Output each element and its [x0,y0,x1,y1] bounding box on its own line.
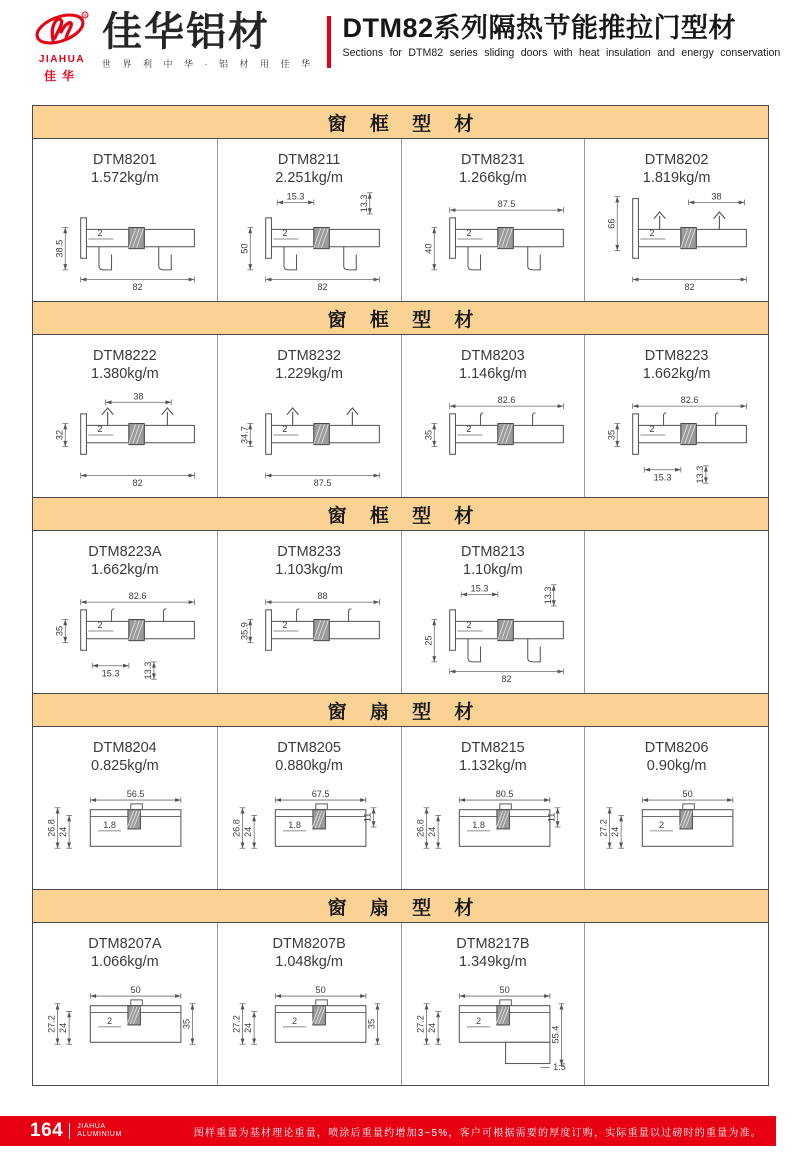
svg-text:24: 24 [58,827,69,838]
profile-drawing [402,971,585,1077]
svg-text:82: 82 [500,674,512,685]
title-block [342,10,781,60]
svg-text:15.3: 15.3 [470,583,488,594]
svg-text:67.5: 67.5 [311,789,330,800]
page-title: DTM82系列隔热节能推拉门型材 [342,13,737,43]
svg-text:2: 2 [97,620,103,631]
brand-slogan: 世 界 利 中 华 · 铝 材 用 佳 华 [102,59,315,69]
profile-table [32,105,769,1086]
profile-drawing [218,383,401,489]
profile-code: DTM8207A [88,936,162,952]
svg-text:24: 24 [426,827,437,838]
svg-text:82: 82 [684,282,695,293]
logo-text-cn: 佳华 [43,69,80,83]
svg-text:32: 32 [54,430,65,441]
svg-text:27.2: 27.2 [415,1015,426,1034]
profile-code: DTM8217B [456,936,530,952]
profile-cell [33,923,217,1085]
section-header [33,890,768,923]
svg-text:50: 50 [130,985,141,996]
svg-text:25: 25 [422,635,433,647]
profile-weight: 1.229kg/m [275,366,343,383]
profile-section [32,497,769,694]
svg-text:26.8: 26.8 [231,819,242,838]
profile-weight: 2.251kg/m [275,170,343,187]
profile-drawing [218,187,401,293]
profile-cell [217,923,401,1085]
jiahua-logo-icon [33,10,91,48]
svg-text:50: 50 [239,243,250,255]
section-grid [33,923,768,1085]
profile-weight: 1.066kg/m [91,954,159,971]
svg-text:87.5: 87.5 [497,199,515,210]
brand-logo [26,10,98,84]
profile-code: DTM8202 [644,152,709,168]
profile-section [32,301,769,498]
svg-text:2: 2 [659,820,665,831]
page-number: 164 [30,1120,64,1141]
svg-text:38: 38 [711,191,722,202]
svg-text:11: 11 [362,812,373,823]
profile-cell [217,139,401,301]
profile-weight: 1.349kg/m [459,954,527,971]
svg-text:27.2: 27.2 [598,819,609,838]
profile-drawing [33,187,217,293]
svg-text:24: 24 [242,827,253,838]
profile-cell [401,923,585,1085]
svg-text:2: 2 [282,228,288,239]
section-header [33,498,768,531]
profile-weight: 1.662kg/m [91,562,159,579]
footer-brand-line1: JIAHUA [77,1122,106,1130]
page-subtitle: Sections for DTM82 series sliding doors with heat insulation and energy conservation [342,47,781,60]
profile-drawing [585,383,768,489]
profile-drawing [218,971,401,1077]
profile-weight: 1.380kg/m [91,366,159,383]
section-title: 窗 框 型 材 [327,113,483,135]
svg-text:26.8: 26.8 [46,819,57,838]
section-grid [33,335,768,497]
profile-weight: 0.880kg/m [275,758,343,775]
profile-weight: 0.90kg/m [646,758,707,775]
profile-drawing [218,775,401,881]
profile-section [32,693,769,890]
page-header [26,10,781,96]
section-header [33,302,768,335]
section-grid [33,727,768,889]
profile-weight: 0.825kg/m [91,758,159,775]
profile-code: DTM8207B [272,936,346,952]
footer-brand-line2: ALUMINIUM [77,1131,122,1138]
svg-text:34.7: 34.7 [239,426,250,445]
section-title: 窗 扇 型 材 [327,897,483,919]
svg-text:1.8: 1.8 [103,820,116,831]
profile-cell [401,531,585,693]
profile-drawing [585,187,768,293]
svg-text:27.2: 27.2 [231,1015,242,1034]
svg-text:55.4: 55.4 [550,1025,561,1044]
profile-weight: 1.103kg/m [275,562,343,579]
section-header [33,694,768,727]
profile-code: DTM8205 [277,740,341,756]
svg-text:15.3: 15.3 [653,472,672,483]
brand-block [102,10,315,70]
svg-text:82: 82 [317,282,328,293]
svg-text:87.5: 87.5 [313,478,332,489]
svg-text:2: 2 [465,620,471,631]
profile-drawing [33,971,217,1077]
profile-cell [217,727,401,889]
profile-drawing [402,775,585,881]
svg-text:82: 82 [132,478,143,489]
profile-weight: 1.572kg/m [91,170,159,187]
profile-code: DTM8204 [93,740,157,756]
svg-text:66: 66 [606,218,617,229]
profile-cell [217,335,401,497]
svg-text:82.6: 82.6 [680,395,699,406]
profile-drawing [402,187,585,293]
svg-text:2: 2 [97,424,103,435]
svg-text:24: 24 [58,1023,69,1034]
svg-text:56.5: 56.5 [126,789,145,800]
footer-note: 图样重量为基材理论重量，喷涂后重量约增加3~5%，客户可根据需要的厚度订购，实际重量以过磅时的重量为准。 [193,1127,762,1139]
logo-text-en: JIAHUA [38,54,86,65]
svg-text:24: 24 [426,1023,437,1034]
profile-code: DTM8223A [88,544,162,560]
section-title: 窗 框 型 材 [327,505,483,527]
svg-text:1.5: 1.5 [552,1062,566,1073]
section-grid [33,139,768,301]
svg-text:82.6: 82.6 [128,591,147,602]
svg-text:82.6: 82.6 [497,395,515,406]
svg-text:35: 35 [181,1019,192,1030]
svg-text:13.3: 13.3 [358,194,369,213]
svg-text:24: 24 [242,1023,253,1034]
footer-brand [77,1123,122,1140]
profile-section [32,105,769,302]
profile-weight: 1.048kg/m [275,954,343,971]
footer-bar [0,1116,776,1146]
profile-cell [401,139,585,301]
svg-text:35: 35 [422,430,433,441]
svg-text:2: 2 [282,424,288,435]
profile-cell [584,531,768,693]
profile-cell [217,531,401,693]
profile-drawing [402,579,585,685]
svg-text:1.8: 1.8 [471,820,485,831]
profile-cell [401,335,585,497]
profile-cell [401,727,585,889]
svg-text:50: 50 [499,985,510,996]
svg-text:35.9: 35.9 [239,622,250,641]
profile-weight: 1.132kg/m [459,758,527,775]
profile-weight: 1.819kg/m [642,170,711,187]
svg-text:38.5: 38.5 [54,240,65,258]
svg-text:2: 2 [475,1016,481,1027]
svg-text:R: R [83,13,87,18]
profile-code: DTM8213 [461,544,525,560]
svg-text:15.3: 15.3 [286,191,305,202]
profile-code: DTM8206 [644,740,709,756]
svg-text:1.8: 1.8 [287,820,301,831]
profile-code: DTM8231 [461,152,525,168]
svg-text:2: 2 [97,228,103,239]
profile-drawing [402,383,585,489]
svg-text:50: 50 [315,985,326,996]
svg-text:80.5: 80.5 [495,789,513,800]
profile-drawing [33,383,217,489]
profile-weight: 1.146kg/m [459,366,527,383]
svg-text:26.8: 26.8 [415,819,426,838]
svg-text:2: 2 [282,620,288,631]
svg-text:13.3: 13.3 [143,661,154,680]
profile-code: DTM8232 [277,348,341,364]
profile-drawing [33,579,217,685]
svg-text:27.2: 27.2 [46,1015,57,1034]
profile-section [32,889,769,1086]
svg-text:88: 88 [317,591,328,602]
section-title: 窗 框 型 材 [327,309,483,331]
svg-text:2: 2 [649,228,655,239]
section-header [33,106,768,139]
brand-name: 佳华铝材 [102,10,270,54]
profile-code: DTM8223 [644,348,709,364]
profile-code: DTM8233 [277,544,341,560]
profile-cell [584,139,768,301]
profile-drawing [33,775,217,881]
profile-cell [33,531,217,693]
svg-text:38: 38 [133,391,144,402]
svg-text:2: 2 [465,424,471,435]
svg-text:82: 82 [132,282,143,293]
header-divider [327,16,331,68]
profile-code: DTM8201 [93,152,157,168]
profile-drawing [218,579,401,685]
section-grid [33,531,768,693]
profile-code: DTM8203 [461,348,525,364]
profile-code: DTM8222 [93,348,157,364]
svg-text:11: 11 [546,812,557,823]
profile-drawing [585,775,768,881]
svg-text:35: 35 [366,1019,377,1030]
profile-cell [584,727,768,889]
svg-text:40: 40 [422,243,433,255]
svg-text:2: 2 [465,228,471,239]
svg-text:24: 24 [610,827,621,838]
profile-cell [584,335,768,497]
svg-text:2: 2 [291,1016,297,1027]
svg-text:13.3: 13.3 [542,586,553,605]
svg-text:2: 2 [107,1016,113,1027]
profile-code: DTM8211 [277,152,341,168]
profile-cell [33,335,217,497]
svg-text:2: 2 [649,424,655,435]
profile-weight: 1.10kg/m [463,562,523,579]
profile-code: DTM8215 [461,740,525,756]
svg-text:13.3: 13.3 [695,465,706,484]
profile-weight: 1.266kg/m [459,170,527,187]
profile-cell [33,139,217,301]
svg-text:35: 35 [54,626,65,637]
svg-text:35: 35 [606,430,617,441]
svg-text:50: 50 [682,789,693,800]
profile-cell [33,727,217,889]
profile-cell [584,923,768,1085]
section-title: 窗 扇 型 材 [327,701,483,723]
profile-weight: 1.662kg/m [642,366,711,383]
svg-text:15.3: 15.3 [101,668,120,679]
footer-divider [69,1123,70,1139]
